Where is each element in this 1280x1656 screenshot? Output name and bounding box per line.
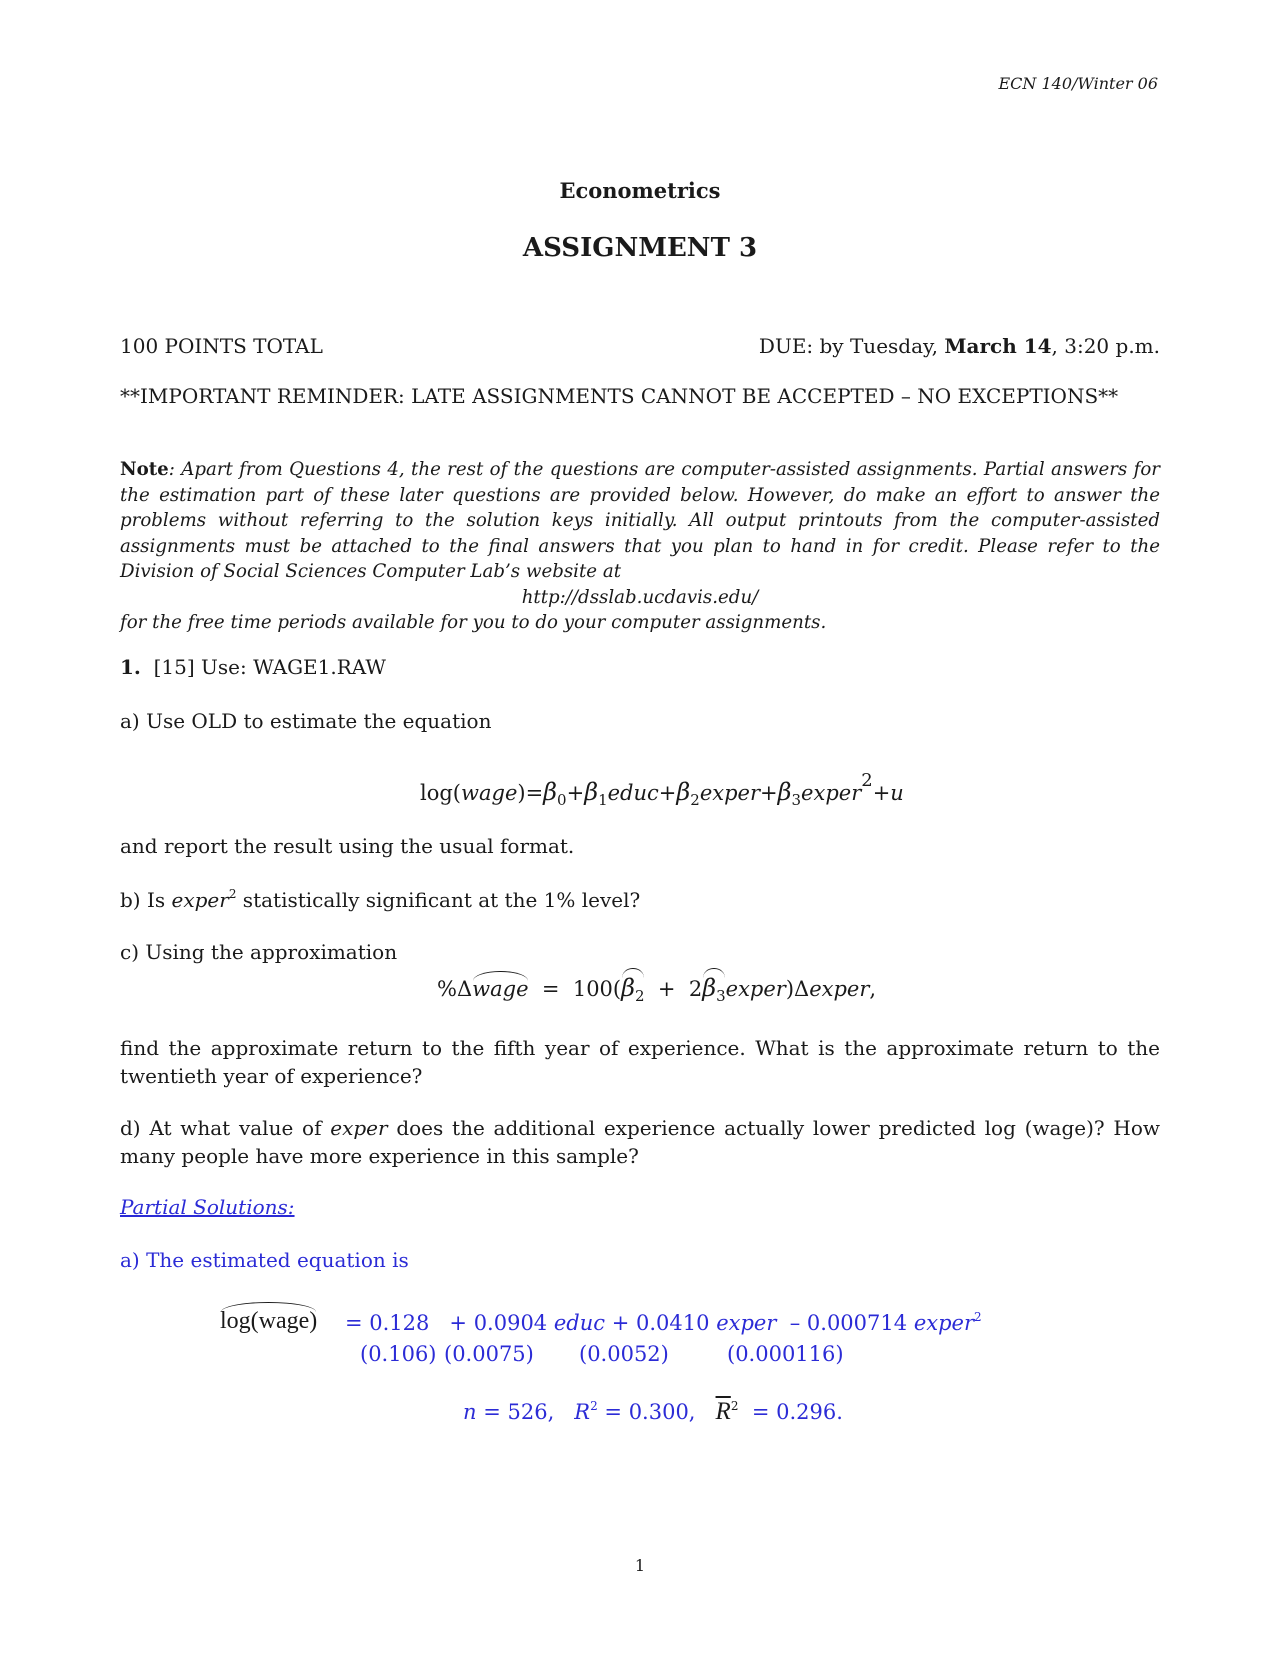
note-paragraph [120,457,1160,636]
model-equation: $\log(wage)=\beta_0+\beta_1educ+\beta_2exper+\beta_3exper2+u$ [420,770,904,809]
part-a-prompt: a) Use OLD to estimate the equation [120,709,492,733]
se-0: (0.106) [360,1342,437,1366]
part-b-prompt: b) Is exper$^2$ statistically significant at the 1% level? [120,887,641,912]
due-suffix: , 3:20 p.m. [1051,334,1160,358]
estimated-equation: = 0.128 + 0.0904 educ + 0.0410 exper – 0.000714 exper$^2$ [345,1310,982,1335]
note-lead: Note [120,459,169,480]
question-dataset: [15] Use: WAGE1.RAW [153,655,386,679]
course-header: ECN 140/Winter 06 [998,74,1158,93]
lab-url[interactable]: http://dsslab.ucdavis.edu/ [521,586,759,608]
document-subject: Econometrics [559,178,721,203]
solution-a-text: a) The estimated equation is [120,1248,409,1272]
part-c-prompt: c) Using the approximation [120,940,398,964]
points-total: 100 POINTS TOTAL [120,334,323,358]
document-title: ASSIGNMENT 3 [522,233,758,263]
se-1: (0.0075) [444,1342,534,1366]
question-1-heading [120,655,386,679]
due-date: March 14 [944,334,1052,358]
se-2: (0.0052) [579,1342,669,1366]
solutions-heading: Partial Solutions: [120,1195,295,1219]
due-prefix: DUE: by Tuesday, [758,334,939,358]
approximation-formula: %Δwage = $100(\beta_2$ + $2\beta_3exper)\Delta exper$, [437,974,877,1005]
note-tail: for the free time periods available for you to do your computer assignments. [120,612,827,633]
part-a-instruction: and report the result using the usual format. [120,834,575,858]
question-number: 1. [120,655,141,679]
due-date-line [759,334,1160,358]
note-body: : Apart from Questions 4, the rest of the questions are computer-assisted assignments. Partial answers for the estimation part of these later questions are provided below. However, do make an effort to answer the problems without referring to the solution keys initially. All output printouts from the computer-assisted assignments must be attached to the final answers that you plan to hand in for credit. Please refer to the Division of Social Sciences Computer Lab’s website at [120,459,1160,582]
se-3: (0.000116) [727,1342,844,1366]
part-c-question: find the approximate return to the fifth year of experience. What is the approximate return to the twentieth year of experience? [120,1036,1160,1088]
fit-statistics: n = 526, $R^2 = 0.300$, $\overline{R}^2 = 0.296$. [463,1398,843,1425]
part-d-prompt: d) At what value of exper does the additional experience actually lower predicted log (wage)? How many people have more experience in this sample? [120,1116,1161,1168]
page-number: 1 [634,1556,646,1575]
estimated-lhs: log(wage) [220,1308,318,1334]
late-reminder: **IMPORTANT REMINDER: LATE ASSIGNMENTS CANNOT BE ACCEPTED – NO EXCEPTIONS** [120,384,1119,408]
